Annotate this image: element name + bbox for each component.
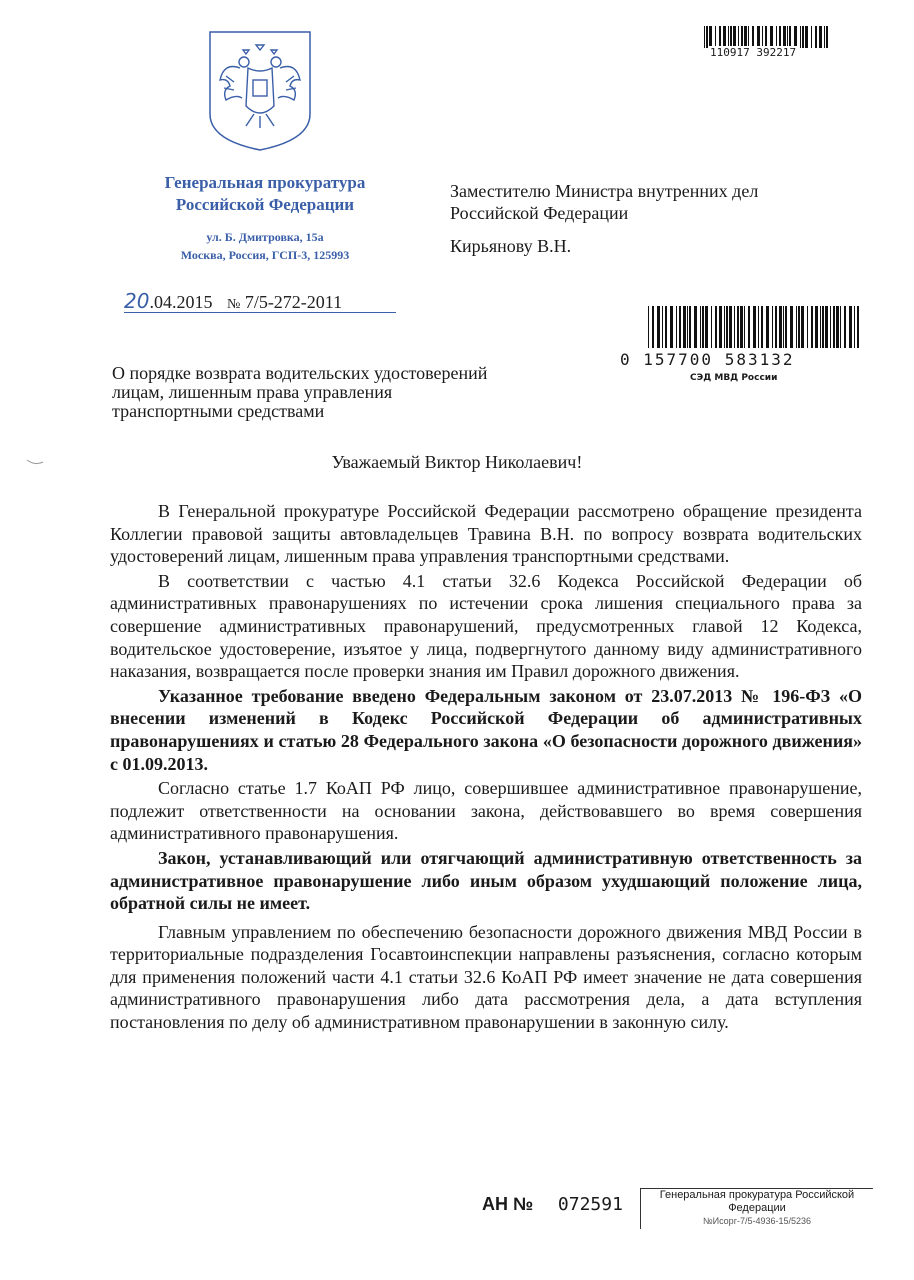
paragraph-5-bold: Закон, устанавливающий или отягчающий административную ответственность за административное правонарушение либо иным образом ухудшающий положение лица, обратной силы не имеет.: [110, 847, 862, 914]
barcode-bar: [715, 306, 717, 348]
barcode-bar: [772, 306, 773, 348]
barcode-bar: [765, 26, 767, 48]
organization-name: [120, 172, 410, 216]
barcode-bar: [652, 306, 654, 348]
barcode-bar: [662, 306, 663, 348]
barcode-bar: [820, 306, 821, 348]
stamp-line3: №Исорг-7/5-4936-15/5236: [702, 1216, 812, 1226]
paragraph-2: В соответствии с частью 4.1 статьи 32.6 Кодекса Российской Федерации об административных правонарушениях по истечении срока лишения специального права за совершение административных правонарушений, предусмотренных главой 12 Кодекса, водительское удостоверение, изъятое у лица, подвергнутого данному виду административного наказания, возвращается после проверки знания им Правил дорожного движения.: [110, 570, 862, 682]
barcode-bar: [798, 306, 800, 348]
outgoing-number: 7/5-272-2011: [244, 292, 343, 312]
barcode-bar: [758, 306, 759, 348]
barcode-bar: [748, 306, 750, 348]
barcode-bar: [729, 306, 732, 348]
barcode-bar: [840, 306, 841, 348]
barcode-bar: [705, 306, 708, 348]
barcode-bar: [770, 26, 773, 48]
paragraph-6: Главным управлением по обеспечению безопасности дорожного движения МВД России в территориальные подразделения Госавтоинспекции направлены разъяснения, согласно которым для применения положений части 4.1 статьи 32.6 КоАП РФ имеет значение не дата совершения административного правонарушения либо дата рассмотрения дела, а дата вступления постановления по делу об административном правонарушении в законную силу.: [110, 921, 862, 1033]
letter-subject: [112, 364, 582, 421]
barcode-bar: [783, 306, 784, 348]
barcode-bar: [776, 26, 777, 48]
barcode-sed: [648, 306, 860, 348]
barcode-bar: [744, 26, 747, 48]
form-series-label: АН №: [482, 1194, 534, 1214]
barcode-bar: [857, 306, 859, 348]
barcode-bar: [819, 26, 822, 48]
barcode-bar: [689, 306, 691, 348]
barcode-bar: [753, 306, 756, 348]
date-day-handwritten: 20: [124, 289, 150, 313]
barcode-bar: [775, 306, 777, 348]
letter-body: [110, 500, 862, 1034]
barcode-bar: [744, 306, 745, 348]
barcode-bar: [724, 306, 725, 348]
salutation: Уважаемый Виктор Николаевич!: [331, 452, 583, 472]
barcode-bar: [715, 26, 716, 48]
barcode-bar: [665, 306, 667, 348]
org-name-line1: Генеральная прокуратура: [164, 173, 366, 192]
barcode-bar: [815, 306, 818, 348]
barcode-bar: [766, 306, 769, 348]
barcode-sed-number: 0 157700 583132: [620, 350, 795, 369]
barcode-bar: [700, 306, 701, 348]
barcode-bar: [738, 26, 739, 48]
barcode-bar: [741, 26, 743, 48]
stamp-line2: Федерации: [728, 1202, 786, 1214]
barcode-bar: [726, 306, 728, 348]
barcode-bar: [719, 306, 722, 348]
barcode-bar: [783, 26, 786, 48]
barcode-bar: [822, 306, 824, 348]
barcode-bar: [779, 306, 782, 348]
barcode-bar: [737, 306, 739, 348]
barcode-bar: [733, 26, 736, 48]
registration-stamp: [640, 1188, 873, 1229]
state-emblem: [206, 28, 314, 152]
barcode-bar: [849, 306, 852, 348]
org-address-line1: ул. Б. Дмитровка, 15а: [206, 230, 324, 244]
form-series-value: 072591: [557, 1194, 623, 1215]
barcode-bar: [702, 306, 704, 348]
barcode-bar: [796, 306, 797, 348]
barcode-bar: [709, 26, 712, 48]
barcode-bar: [844, 306, 846, 348]
barcode-bar: [854, 306, 855, 348]
barcode-bar: [761, 306, 763, 348]
number-sign: №: [226, 297, 241, 312]
barcode-bar: [833, 306, 835, 348]
barcode-bar: [815, 26, 817, 48]
stamp-line1: Генеральная прокуратура Российской: [659, 1189, 855, 1201]
date-and-number: [124, 289, 396, 313]
barcode-bar: [826, 26, 828, 48]
barcode-bar: [719, 26, 721, 48]
barcode-bar: [734, 306, 735, 348]
barcode-bar: [794, 26, 797, 48]
date-underline: [124, 312, 396, 313]
barcode-bar: [683, 306, 686, 348]
barcode-bar: [723, 26, 726, 48]
barcode-bar: [800, 26, 801, 48]
barcode-bar: [687, 306, 688, 348]
barcode-bar: [730, 26, 732, 48]
barcode-bar: [825, 306, 828, 348]
paragraph-4: Согласно статье 1.7 КоАП РФ лицо, совершившее административное правонарушение, подлежит ответственности на основании закона, действовавшего во время совершения административного правонарушения.: [110, 778, 862, 844]
barcode-bar: [704, 26, 705, 48]
barcode-bar: [802, 26, 804, 48]
barcode-bar: [679, 306, 681, 348]
barcode-bar: [785, 306, 787, 348]
paragraph-3-bold: Указанное требование введено Федеральным законом от 23.07.2013 № 196-ФЗ «О внесении изменений в Кодекс Российской Федерации об административных правонарушениях и статью 28 Федерального закона «О безопасности дорожного движения» с 01.09.2013.: [110, 685, 862, 774]
barcode-bar: [811, 306, 813, 348]
barcode-bar: [711, 306, 712, 348]
barcode-bar: [811, 26, 812, 48]
paragraph-1: В Генеральной прокуратуре Российской Федерации рассмотрено обращение президента Коллегии правовой защиты автовладельцев Травина В.Н. по вопросу возврата водительских удостоверений лицам, лишенным права управления транспортными средствами.: [110, 501, 862, 567]
org-name-line2: Российской Федерации: [175, 195, 355, 214]
barcode-bar: [801, 306, 804, 348]
barcode-bar: [657, 306, 660, 348]
barcode-top-number: 110917 392217: [710, 46, 797, 59]
organization-address: [150, 228, 380, 264]
barcode-bar: [836, 306, 839, 348]
barcode-bar: [779, 26, 781, 48]
barcode-bar: [807, 306, 808, 348]
barcode-bar: [752, 26, 754, 48]
barcode-bar: [670, 306, 673, 348]
org-address-line2: Москва, Россия, ГСП-3, 125993: [180, 248, 350, 262]
barcode-bar: [757, 26, 760, 48]
barcode-bar: [694, 306, 697, 348]
barcode-bar: [728, 26, 729, 48]
barcode-bar: [790, 306, 793, 348]
subject-line3: транспортными средствами: [112, 401, 325, 421]
barcode-bar: [789, 26, 791, 48]
form-series-number: [482, 1194, 623, 1215]
subject-line1: О порядке возврата водительских удостоверений: [112, 363, 488, 383]
double-headed-eagle-icon: [206, 28, 314, 152]
subject-line2: лицам, лишенным права управления: [112, 382, 393, 402]
barcode-bar: [824, 26, 825, 48]
barcode-bar: [762, 26, 763, 48]
addressee-block: [450, 180, 758, 224]
addressee-line1: Заместителю Министра внутренних дел: [450, 181, 759, 201]
date-month-year: .04.2015: [149, 292, 213, 312]
addressee-name: Кирьянову В.Н.: [450, 236, 572, 256]
barcode-bar: [787, 26, 788, 48]
barcode-bar: [748, 26, 749, 48]
barcode-sed-label: СЭД МВД России: [690, 373, 778, 383]
barcode-bar: [830, 306, 831, 348]
barcode-bar: [805, 26, 808, 48]
barcode-bar: [706, 26, 708, 48]
barcode-bar: [676, 306, 677, 348]
barcode-bar: [740, 306, 743, 348]
addressee-line2: Российской Федерации: [450, 203, 629, 223]
barcode-bar: [648, 306, 649, 348]
